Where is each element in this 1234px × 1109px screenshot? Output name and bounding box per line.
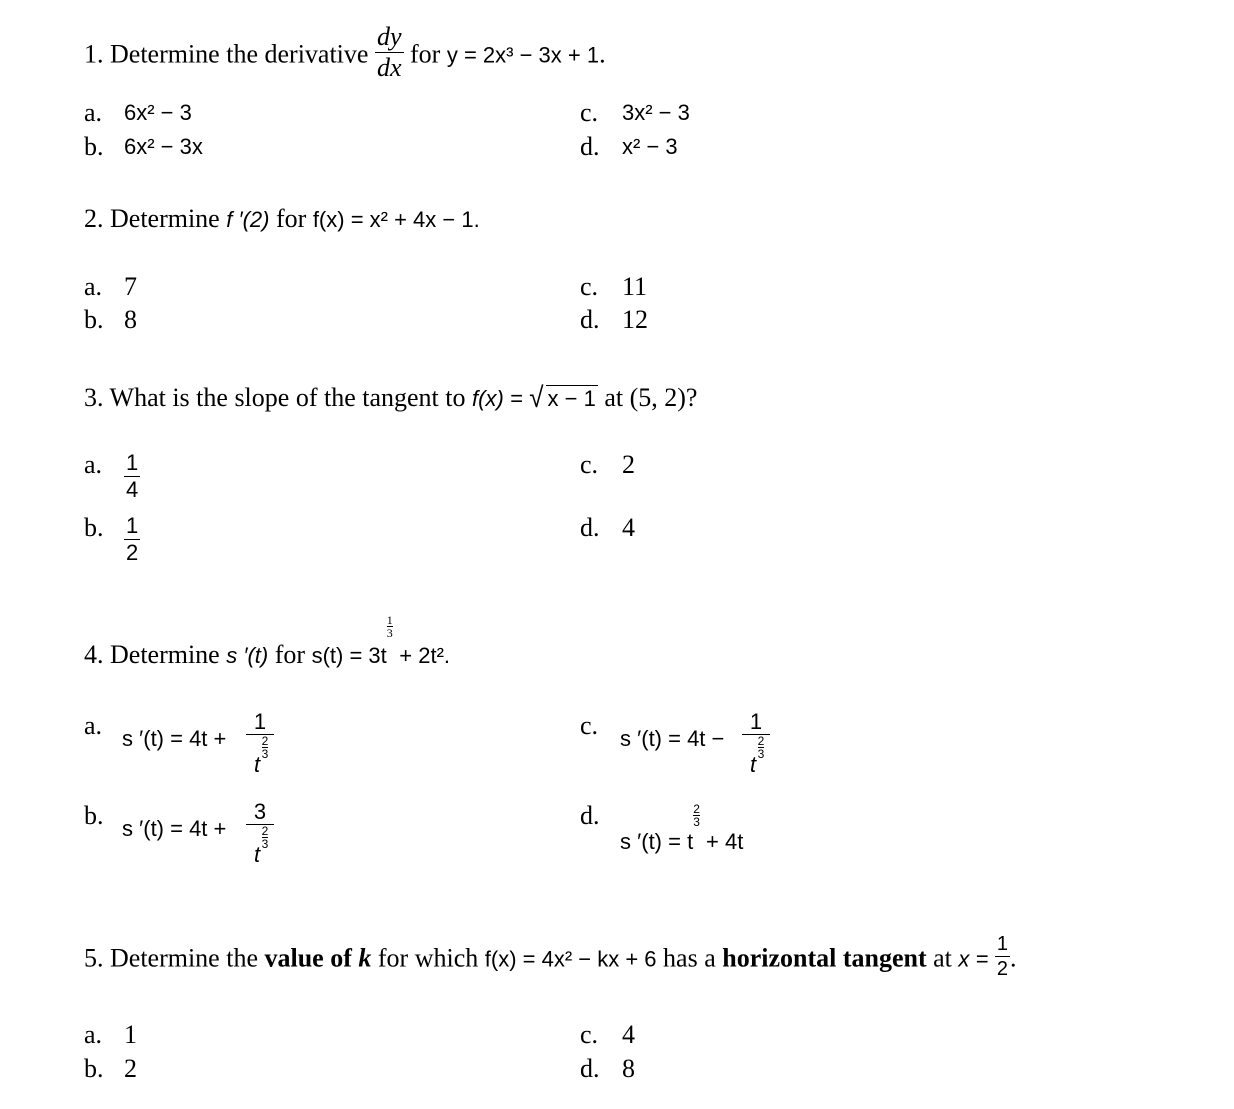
- q4-option-a-lhs: s ′(t) = 4t +: [122, 726, 227, 751]
- q2-option-b[interactable]: b.: [84, 305, 104, 334]
- q5-option-c[interactable]: c.: [580, 1020, 599, 1049]
- q1-option-c-text: 3x² − 3: [622, 100, 690, 125]
- q5-fraction: $\frac{1}{2}$: [996, 933, 1008, 980]
- q5-option-b[interactable]: b.: [84, 1054, 104, 1083]
- q5-option-c-text: 4: [622, 1020, 635, 1049]
- q2-equation: f(x) = x² + 4x − 1.: [312, 207, 480, 232]
- q4-option-c-lhs: s ′(t) = 4t −: [620, 726, 725, 751]
- q3-option-d[interactable]: d.: [580, 513, 600, 542]
- q1-equation: y = 2x³ − 3x + 1: [446, 42, 600, 68]
- q2-option-c-text: 11: [622, 272, 648, 301]
- q3-option-b[interactable]: b.: [84, 513, 104, 542]
- question-4: 4. Determine s ′(t) for s(t) = 3t $\frac{1}{3}$ + 2t².: [84, 613, 451, 669]
- q4-option-c[interactable]: c.: [580, 711, 599, 740]
- q1-option-d[interactable]: d.: [580, 132, 600, 161]
- q5-option-b-text: 2: [124, 1054, 137, 1083]
- q4-option-b[interactable]: b.: [84, 801, 104, 830]
- q2-option-d-text: 12: [622, 305, 648, 334]
- q4-option-b-lhs: s ′(t) = 4t +: [122, 816, 227, 841]
- q3-option-a-fraction: $\frac{1}{4}$: [126, 450, 139, 502]
- q3-option-c-text: 2: [622, 450, 635, 479]
- q1-option-d-text: x² − 3: [622, 134, 678, 159]
- q1-option-c[interactable]: c.: [580, 98, 599, 127]
- q3-option-a[interactable]: a.: [84, 450, 103, 479]
- q4-sprime: s ′(t): [226, 643, 269, 668]
- question-3: 3. What is the slope of the tangent to f(x) = √ x − 1 at (5, 2)?: [84, 380, 698, 414]
- q4-option-c-fraction: 1 $\frac{2}{3}$ t: [742, 710, 770, 778]
- q3-sqrt: √ x − 1: [529, 380, 596, 414]
- q2-option-d[interactable]: d.: [580, 305, 600, 334]
- q1-derivative-fraction: $\frac{dy}{dx}$: [376, 22, 402, 82]
- q3-option-c[interactable]: c.: [580, 450, 599, 479]
- q5-option-a[interactable]: a.: [84, 1020, 103, 1049]
- q1-option-b[interactable]: b.: [84, 132, 104, 161]
- q5-option-d[interactable]: d.: [580, 1054, 600, 1083]
- q1-option-b-text: 6x² − 3x: [124, 134, 203, 159]
- q4-option-a[interactable]: a.: [84, 711, 103, 740]
- q4-exponent: $\frac{1}{3}$: [386, 613, 393, 640]
- q5-option-d-text: 8: [622, 1054, 635, 1083]
- q2-fprime: f ′(2): [226, 207, 270, 232]
- q4-option-b-fraction: 3 $\frac{2}{3}$ t: [246, 800, 274, 868]
- q1-prompt: 1. Determine the derivative: [84, 39, 369, 69]
- question-1: 1. Determine the derivative $\frac{dy}{dx}$ for y = 2x³ − 3x + 1.: [84, 22, 606, 82]
- q1-option-a[interactable]: a.: [84, 98, 103, 127]
- q1-option-a-text: 6x² − 3: [124, 100, 192, 125]
- q3-option-b-fraction: $\frac{1}{2}$: [126, 513, 139, 565]
- q4-option-a-fraction: 1 $\frac{2}{3}$ t: [246, 710, 274, 778]
- q3-option-d-text: 4: [622, 513, 635, 542]
- q2-option-a[interactable]: a.: [84, 272, 103, 301]
- q4-option-d[interactable]: d.: [580, 801, 600, 830]
- q5-equation: f(x) = 4x² − kx + 6: [484, 946, 657, 972]
- question-5: 5. Determine the value of k for which f(x) = 4x² − kx + 6 has a horizontal tangent at x = $\frac{1}{2}$ .: [84, 933, 1017, 980]
- q2-option-b-text: 8: [124, 305, 137, 334]
- q2-option-c[interactable]: c.: [580, 272, 599, 301]
- q4-option-d-text: s ′(t) = t $\frac{2}{3}$ + 4t: [620, 802, 744, 854]
- question-2: 2. Determine f ′(2) for f(x) = x² + 4x − 1.: [84, 204, 480, 233]
- q5-option-a-text: 1: [124, 1020, 137, 1049]
- q2-option-a-text: 7: [124, 272, 137, 301]
